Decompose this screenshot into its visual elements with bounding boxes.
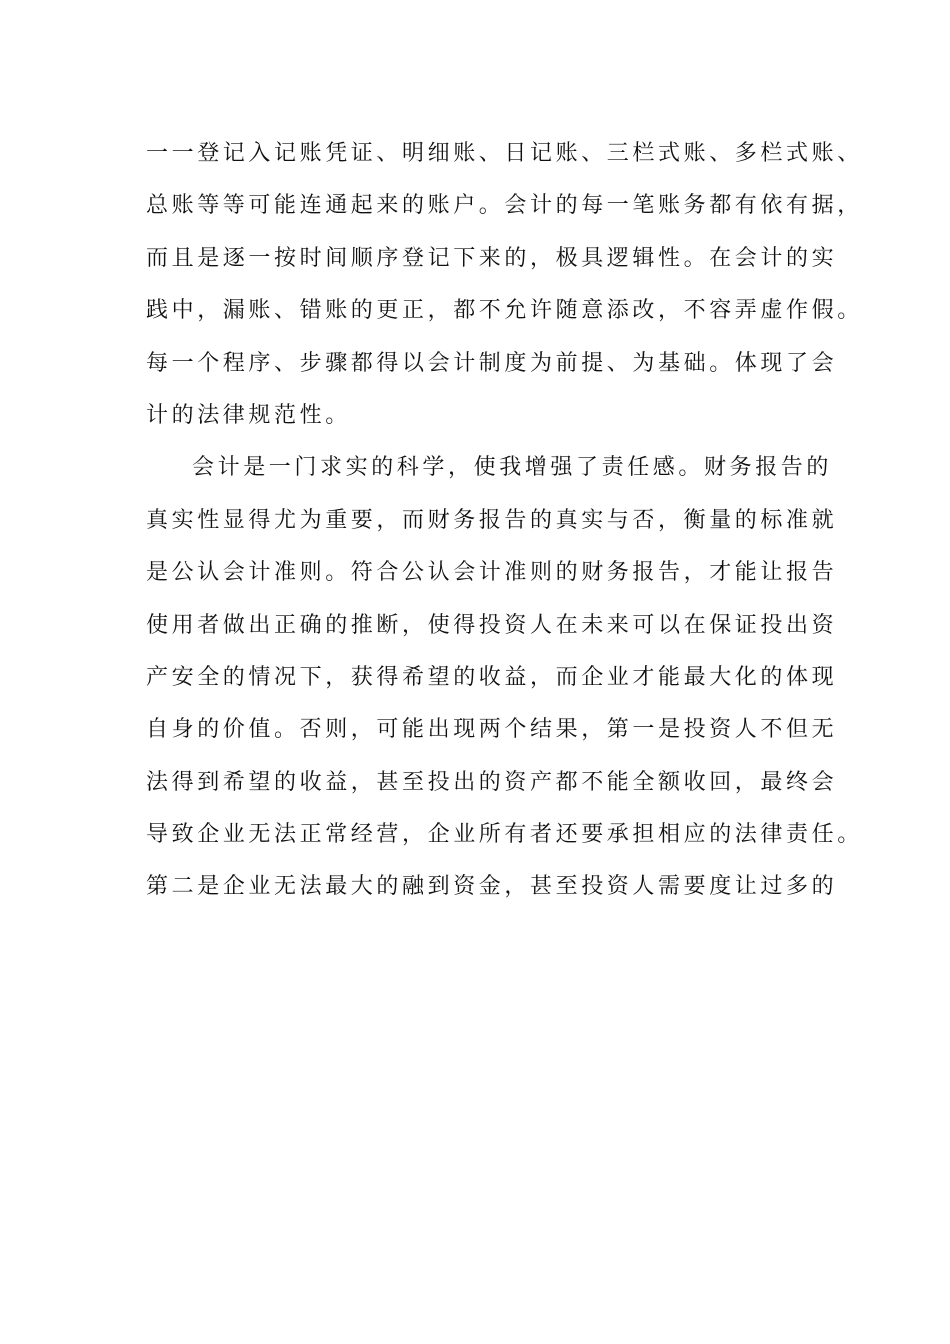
text-line-12: 自身的价值。否则，可能出现两个结果，第一是投资人不但无	[146, 717, 838, 743]
text-line-9: 是公认会计准则。符合公认会计准则的财务报告，才能让报告	[146, 560, 838, 586]
text-line-5: 每一个程序、步骤都得以会计制度为前提、为基础。体现了会	[146, 350, 838, 376]
text-line-4: 践中，漏账、错账的更正，都不允许随意添改，不容弄虚作假。	[146, 298, 863, 324]
text-line-10: 使用者做出正确的推断，使得投资人在未来可以在保证投出资	[146, 612, 838, 638]
text-line-15: 第二是企业无法最大的融到资金，甚至投资人需要度让过多的	[146, 874, 838, 900]
text-line-1: 一一登记入记账凭证、明细账、日记账、三栏式账、多栏式账、	[146, 141, 863, 166]
text-line-6: 计的法律规范性。	[146, 402, 351, 428]
text-line-8: 真实性显得尤为重要，而财务报告的真实与否，衡量的标准就	[146, 507, 838, 533]
text-line-11: 产安全的情况下，获得希望的收益，而企业才能最大化的体现	[146, 664, 838, 690]
text-line-2: 总账等等可能连通起来的账户。会计的每一笔账务都有依有据，	[146, 193, 863, 219]
text-line-3: 而且是逐一按时间顺序登记下来的，极具逻辑性。在会计的实	[146, 245, 838, 271]
text-line-7: 会计是一门求实的科学，使我增强了责任感。财务报告的	[192, 455, 833, 481]
body-text	[146, 128, 863, 914]
text-line-14: 导致企业无法正常经营，企业所有者还要承担相应的法律责任。	[146, 822, 863, 848]
text-line-13: 法得到希望的收益，甚至投出的资产都不能全额收回，最终会	[146, 769, 838, 795]
